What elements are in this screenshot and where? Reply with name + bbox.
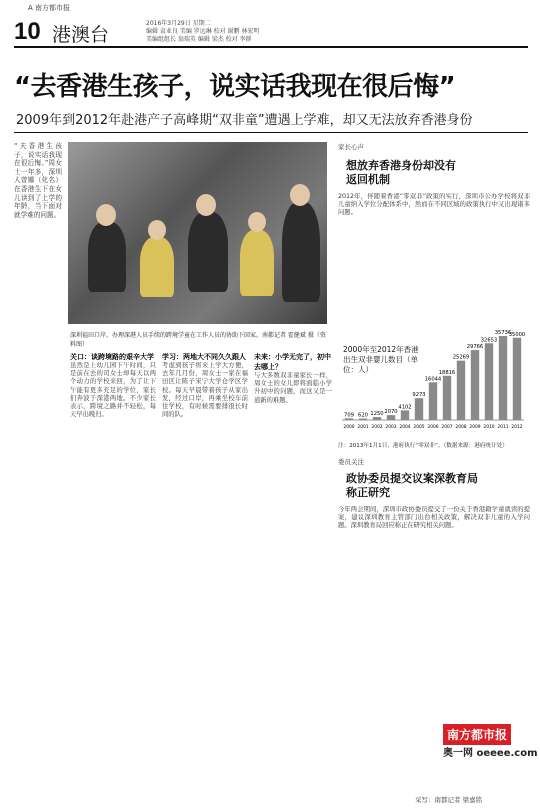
chart-bar	[387, 415, 395, 420]
subheadline: 2009年到2012年赴港产子高峰期“双非童”遭遇上学难，却又无法放弃香港身份	[16, 113, 473, 128]
chart-bar	[499, 336, 507, 420]
news-photo	[68, 142, 327, 324]
section-title: 港澳台	[52, 24, 110, 46]
newspaper-logo: 南方都市报	[443, 724, 511, 745]
lead-paragraph: “夫香港生孩子，说实话我现在很后悔。”周女士一年多，深圳人曾娜（化名）在香港生下在女儿读到了上学的年龄，当下面对就学难的问题。	[14, 142, 62, 219]
editor-line: 编辑 袁业良 美编 罗远琳 校对 谢鹏 林宏明	[146, 28, 260, 35]
chart-value-label: 32653	[480, 337, 498, 344]
photo-caption: 深圳福田口岸，办理深港人员手续的跨境学童在工作人员的协助下回家。南都记者 霍健斌 摄（资料图）	[70, 332, 326, 348]
header-divider	[14, 46, 528, 48]
chart-bar	[359, 419, 367, 420]
chart-value-label: 2070	[384, 409, 398, 416]
chart-value-label: 1250	[370, 411, 384, 418]
column-subtitle: 关口：谈跨境路的艰辛大学	[70, 353, 154, 361]
chart-value-label: 4102	[398, 404, 412, 411]
chart-category-label: 2003	[385, 425, 397, 430]
chart-value-label: 29766	[466, 344, 484, 351]
chart-value-label: 35736	[494, 330, 512, 337]
chart-category-label: 2012	[511, 425, 523, 430]
article-column-1	[70, 352, 156, 792]
chart-bar	[415, 398, 423, 420]
chart-category-label: 2001	[357, 425, 369, 430]
chart-bar	[401, 410, 409, 420]
article-column-2	[162, 352, 248, 792]
side-story-label: 家长心声	[338, 143, 364, 151]
page-number: 10	[14, 18, 41, 45]
chart-bar	[443, 376, 451, 420]
chart-value-label: 25269	[452, 354, 470, 361]
newspaper-brand: A 南方都市报	[28, 4, 71, 12]
issue-meta	[146, 20, 276, 44]
side-story-text: 今年两会期间，深圳市政协委员提交了一份关于香港籍学童就读的提案，建议深圳教育主管部门出台相关政策，解决双非儿童的入学问题。深圳教育局回应称正在研究相关问题。	[338, 506, 530, 530]
chart-category-label: 2008	[455, 425, 467, 430]
headline-divider	[14, 132, 528, 133]
chart-bar	[513, 338, 521, 420]
chart-category-label: 2009	[469, 425, 481, 430]
chart-value-label: 18816	[438, 369, 456, 376]
issue-date: 2016年3月29日 星期二	[146, 20, 211, 27]
column-subtitle: 学习：两地大不同久久跟人	[162, 353, 246, 361]
column-text: 考虑到孩子将来上学大方便，去年几月份，周女士一家在福田区让陈子宋宁大学仓学区学校。每天早晨带着孩子从家出发，经过口岸，再乘坐校车前往学校，有时候需要排很长时间的队。	[162, 362, 248, 419]
chart-bar	[429, 382, 437, 420]
column-subtitle: 未来：小学无完了，初中去哪上？	[254, 353, 331, 371]
side-story-label: 委员关注	[338, 458, 364, 466]
chart-value-label: 620	[358, 412, 368, 419]
chart-note: 注：2013年1月1日，港府执行“零双非”。（数据来源：港府统计处）	[338, 443, 508, 449]
column-text: 与大多数双非童家长一样，周女士的女儿即将面临小学升初中的问题，而这又是一道新的难题。	[254, 372, 332, 404]
chart-category-label: 2000	[343, 425, 355, 430]
side-story-title: 政协委员提交议案深教育局称正研究	[346, 472, 478, 499]
headline: “去香港生孩子，说实话我现在很后悔”	[14, 72, 456, 102]
side-story-parents	[338, 142, 530, 314]
chart-bar	[373, 417, 381, 420]
side-story-text: 2012年，伴随着香港“零双非”政策的实行，深圳市公办学校将双非儿童纳入学位分配体系中，然而在不同区域的政策执行中又出现诸多问题。	[338, 193, 530, 217]
births-bar-chart	[338, 320, 528, 435]
chart-category-label: 2010	[483, 425, 495, 430]
chart-category-label: 2006	[427, 425, 439, 430]
reporter-credit: 采写：南都记者 梁嘉铭	[415, 796, 483, 804]
chart-bar	[485, 343, 493, 420]
chart-value-label: 9273	[412, 392, 426, 399]
chart-value-label: 35000	[508, 331, 526, 338]
chart-category-label: 2011	[497, 425, 509, 430]
chart-category-label: 2004	[399, 425, 411, 430]
article-column-3	[254, 352, 332, 792]
chart-value-label: 16044	[424, 376, 442, 383]
side-story-title: 想放弃香港身份却没有返回机制	[346, 159, 456, 186]
chart-title: 2000年至2012年香港出生双非婴儿数目（单位：人）	[343, 345, 419, 374]
editor-line-2: 美编组组长 翁瑞英 编辑 梁杰 校对 李群	[146, 36, 252, 43]
website-logo: 奥一网 oeeee.com	[443, 748, 538, 759]
chart-value-label: 709	[344, 412, 354, 419]
chart-bar	[345, 418, 353, 420]
column-text: 虽然是上幼儿园下午时间，只是前在去的司女士却每天以两个动力的学校来回，为了让下午能有更多充足的学位，家长们奔波于深港两地。不少家长表示，跨境之路并不轻松，每天早出晚归。	[70, 362, 156, 419]
chart-bar	[471, 350, 479, 420]
chart-bar	[457, 361, 465, 420]
chart-category-label: 2002	[371, 425, 383, 430]
chart-category-label: 2005	[413, 425, 425, 430]
chart-category-label: 2007	[441, 425, 453, 430]
